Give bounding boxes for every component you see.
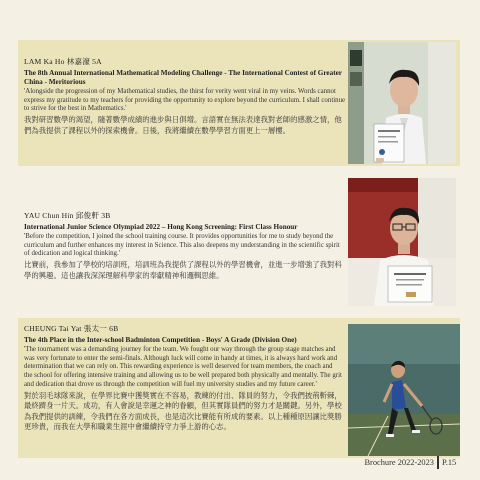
entry-text <box>24 56 346 136</box>
entry-text <box>24 210 344 281</box>
student-entry-3 <box>18 318 460 458</box>
quote-chinese: 比賽前，我參加了學校的培訓班，培訓班為我提供了課程以外的學習機會，並進一步增強了我對科學的興趣。這也讓我深深理解科學家的奉獻精神和邏輯思維。 <box>24 260 342 280</box>
student-photo <box>348 42 456 164</box>
student-with-certificate-illustration <box>348 42 456 164</box>
footer-divider <box>437 456 439 469</box>
student-entry-2 <box>18 176 460 308</box>
award-title: The 8th Annual International Mathematical Modeling Challenge - The International Contest of Greater China - Meritorious <box>24 69 342 86</box>
student-name: YAU Chun Hin 邱俊軒 3B <box>24 211 111 220</box>
quote-chinese: 對於羽毛球隊來說，在學界比賽中獲獎實在不容易，教練的付出、隊員的努力，令我們披荊斬棘，最終躋身一片天。成功，有人會說是幸運之神的眷顧，但其實隊員們的努力才是關鍵。另外，學校為我們提供的訓練，令我們在各方面成長，也是這次比賽能有所成的要素。以上種種原因讓比獎勝更珍貴，而我在大學和職業生涯中會繼續持守力爭上游的心志。 <box>24 390 342 432</box>
entry-text <box>24 323 342 433</box>
student-with-certificate-illustration <box>348 178 456 306</box>
student-entry-1 <box>18 40 460 166</box>
student-photo <box>348 178 456 306</box>
quote-chinese: 我對研習數學的渴望，隨著數學成績的進步與日俱增。言語實在無法表達我對老師的感激之情，他們為我提供了課程以外的探索機會。日後，我將繼續在數學學習方面更上一層樓。 <box>24 115 342 135</box>
award-title: The 4th Place in the Inter-school Badminton Competition - Boys' A Grade (Division One) <box>24 336 297 344</box>
student-photo <box>348 324 460 456</box>
quote-english: 'The tournament was a demanding journey for the team. We fought our way through the group stage matches and was very fortunate to enter the semi-finals. Although luck will come in handy at times, it is always hard work and determination that we can rely on. This rewarding experience is well deserved for team members, the coach and the school for offering intensive training and allowing us to be well prepared both physically and mentally. The grit and dedication that drove us through the competition will fuel my university studies and my future career.' <box>24 346 342 388</box>
student-name: LAM Ka Ho 林嘉濠 5A <box>24 57 102 66</box>
student-name: CHEUNG Tai Yat 張太一 6B <box>24 324 119 333</box>
award-title: International Junior Science Olympiad 2022 – Hong Kong Screening: First Class Honour <box>24 223 298 231</box>
badminton-player-illustration <box>348 324 460 456</box>
quote-english: 'Alongside the progression of my Mathematical studies, the thirst for verity went viral in my veins. Words cannot express my gratitude to my teachers for providing the opportunity to explore beyond the curriculum. I shall continue to strive for the best in Mathematics.' <box>24 88 346 113</box>
brochure-title: Brochure 2022-2023 <box>364 458 434 467</box>
quote-english: 'Before the competition, I joined the school training course. It provides opportunities for me to study beyond the curriculum and further enhances my interest in Science. This also deepens my understanding in the scientific spirit of dedication and logical thinking.' <box>24 233 340 258</box>
page-number: P.15 <box>442 458 457 467</box>
